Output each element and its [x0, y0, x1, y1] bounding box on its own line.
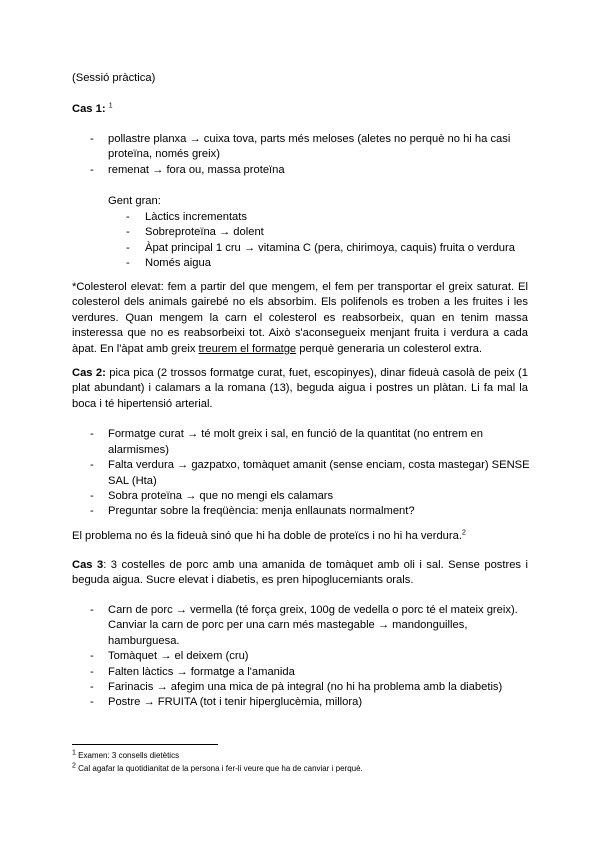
- conclusion-text: El problema no és la fideuà sinó que hi ha doble de proteïcs i no hi ha verdura.: [72, 530, 462, 542]
- bullet-dash: -: [90, 604, 94, 616]
- footnote-ref-1: 1: [108, 102, 113, 110]
- cas2-line-3: boca i té hipertensió arterial.: [72, 398, 213, 410]
- cas3-bullet-1-line-2: Canviar la carn de porc per una carn més mastegable → mandonguilles,: [108, 619, 468, 631]
- cas1-bullet-1-line-1: pollastre planxa → cuixa tova, parts més meloses (aletes no perquè no hi ha casi: [108, 133, 511, 145]
- footnote-1: [72, 750, 179, 761]
- bullet-dash: -: [90, 505, 94, 517]
- colesterol-line: colesterol dels animals gairebé no els absorbim. Els polifenols es troben a les fruites i les: [72, 296, 528, 308]
- bullet-dash: -: [126, 257, 130, 269]
- session-label: (Sessió pràctica): [72, 72, 156, 84]
- cas2-bullet-1-line-2: alarmismes): [108, 444, 169, 456]
- cas2-title: Cas 2:: [72, 367, 106, 379]
- colesterol-line: verdures. Quan mengem la carn el colesterol es reabsorbeix, quan en tenim massa: [72, 312, 528, 324]
- underlined-phrase: treurem el formatge: [198, 343, 297, 355]
- cas2-bullet-2-line-1: Falta verdura → gazpatxo, tomàquet amanit (sense enciam, costa mastegar) SENSE: [108, 459, 530, 471]
- colesterol-line: *Colesterol elevat: fem a partir del que mengem, el fem per transportar el greix saturat. El: [72, 281, 528, 293]
- gent-gran-label: Gent gran:: [108, 195, 161, 207]
- bullet-dash: -: [90, 133, 94, 145]
- cas2-conclusion: [72, 528, 466, 544]
- bullet-dash: -: [90, 490, 94, 502]
- cas2-bullet-3: Sobra proteïna → que no mengi els calamars: [108, 490, 334, 502]
- cas2-line-1: [72, 365, 528, 381]
- footnote-text: Cal agafar la quotidianitat de la persona i fer-li veure que ha de canviar i perquè.: [78, 764, 363, 773]
- cas1-title: Cas 1:: [72, 103, 106, 115]
- bullet-dash: -: [90, 666, 94, 678]
- bullet-dash: -: [126, 211, 130, 223]
- cas2-bullet-1-line-1: Formatge curat → té molt greix i sal, en funció de la quantitat (no entrem en: [108, 428, 483, 440]
- cas3-bullet-3: Falten làctics → formatge a l'amanida: [108, 666, 295, 678]
- cas1-heading: [72, 101, 113, 117]
- footnote-number: 1: [72, 749, 76, 757]
- cas3-bullet-4: Farinacis → afegim una mica de pà integral (no hi ha problema amb la diabetis): [108, 681, 503, 693]
- footnote-separator: [72, 744, 218, 745]
- colesterol-line: insteressa que no es reabsorbeixi tot. Això s'aconsegueix menjant fruita i verdura a cada: [72, 327, 528, 339]
- colesterol-last-line: [72, 341, 482, 357]
- gent-gran-item: Àpat principal 1 cru → vitamina C (pera, chirimoya, caquis) fruita o verdura: [145, 242, 515, 254]
- cas3-bullet-2: Tomàquet → el deixem (cru): [108, 650, 249, 662]
- footnote-text: Examen: 3 consells dietètics: [78, 751, 180, 760]
- bullet-dash: -: [126, 226, 130, 238]
- cas3-bullet-1-line-1: Carn de porc → vermella (té força greix, 100g de vedella o porc té el mateix greix).: [108, 604, 518, 616]
- cas3-text: : 3 costelles de porc amb una amanida de tomàquet amb oli i sal. Sense postres i: [103, 559, 528, 571]
- cas3-title: Cas 3: [72, 559, 104, 571]
- cas2-bullet-2-line-2: SAL (Hta): [108, 475, 157, 487]
- colesterol-text: perquè generaria un colesterol extra.: [296, 343, 483, 355]
- footnote-2: [72, 763, 363, 774]
- footnote-ref-2: 2: [461, 529, 466, 537]
- bullet-dash: -: [90, 650, 94, 662]
- cas2-text: pica pica (2 trossos formatge curat, fuet, escopinyes), dinar fideuà casolà de peix (1: [105, 367, 528, 379]
- cas2-bullet-4: Preguntar sobre la freqüència: menja enllaunats normalment?: [108, 505, 415, 517]
- bullet-dash: -: [90, 428, 94, 440]
- cas3-bullet-1-line-3: hamburguesa.: [108, 635, 180, 647]
- bullet-dash: -: [90, 164, 94, 176]
- bullet-dash: -: [90, 681, 94, 693]
- cas3-line-2: beguda aigua. Sucre elevat i diabetis, es pren hipoglucemiants orals.: [72, 574, 414, 586]
- cas1-bullet-2-line-1: remenat → fora ou, massa proteïna: [108, 164, 285, 176]
- bullet-dash: -: [90, 459, 94, 471]
- colesterol-text: àpat. En l'àpat amb greix: [72, 343, 199, 355]
- cas3-line-1: [72, 557, 528, 573]
- bullet-dash: -: [90, 696, 94, 708]
- bullet-dash: -: [126, 242, 130, 254]
- cas1-bullet-1-line-2: proteïna, només greix): [108, 148, 220, 160]
- footnote-number: 2: [72, 762, 76, 770]
- gent-gran-item: Sobreproteïna → dolent: [145, 226, 264, 238]
- cas3-bullet-5: Postre → FRUITA (tot i tenir hiperglucèmia, millora): [108, 696, 363, 708]
- gent-gran-item: Làctics incrementats: [145, 211, 247, 223]
- gent-gran-item: Només aigua: [145, 257, 211, 269]
- cas2-line-2: plat abundant) i calamars a la romana (13), beguda aigua i postres un plàtan. Li fa mal la: [72, 382, 528, 394]
